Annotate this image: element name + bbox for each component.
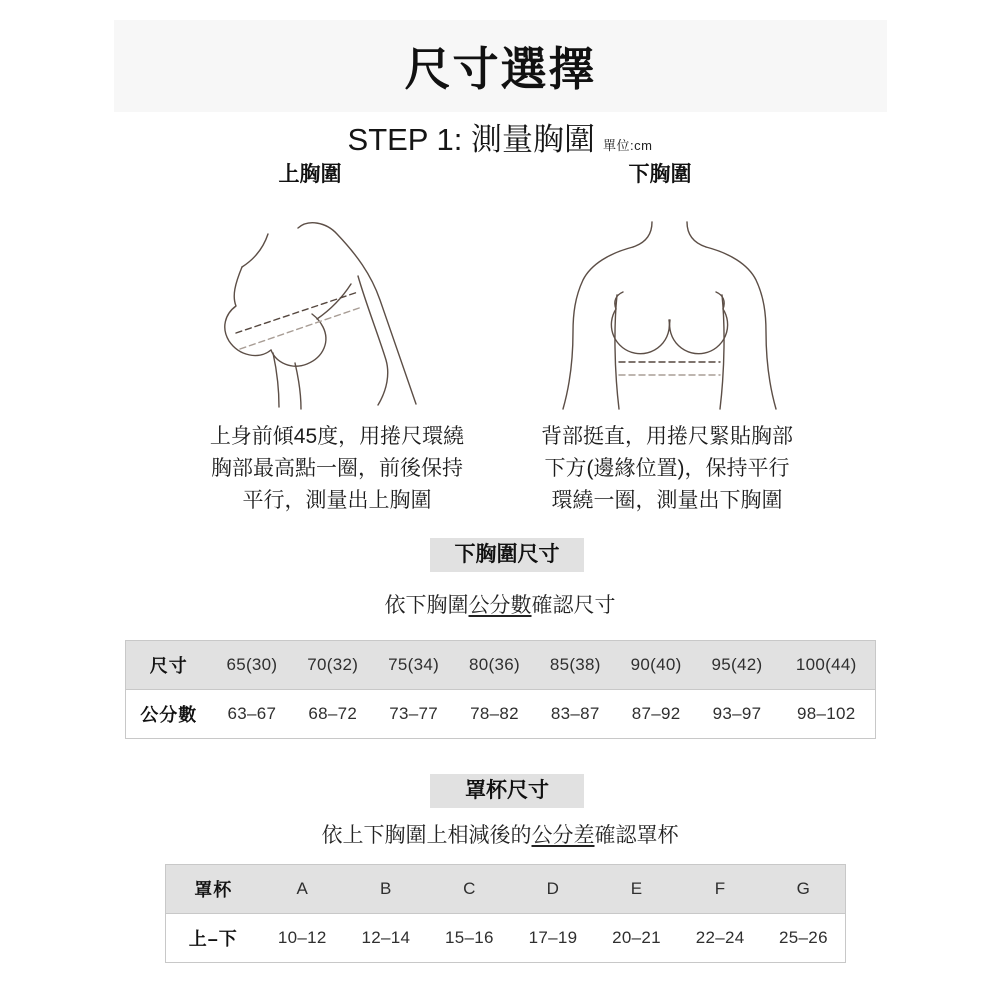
table-header-cell: F xyxy=(678,865,762,914)
table-row xyxy=(126,641,876,690)
table-cell: 公分數 xyxy=(126,690,212,739)
cup-size-badge: 罩杯尺寸 xyxy=(430,774,584,808)
table-header-cell: 75(34) xyxy=(373,641,454,690)
table-header-cell: 65(30) xyxy=(212,641,293,690)
cup-size-caption xyxy=(0,819,1000,849)
table-cell: 上–下 xyxy=(166,914,261,963)
table-header-cell: G xyxy=(762,865,846,914)
upper-bust-diagram xyxy=(190,212,480,412)
step-heading: STEP 1: 測量胸圍 xyxy=(347,122,596,157)
instruction-line: 上身前傾45度，用捲尺環繞 xyxy=(209,425,465,448)
table-row xyxy=(166,865,846,914)
caption-underlined-term: 公分數 xyxy=(468,594,532,617)
table-header-cell: 100(44) xyxy=(778,641,876,690)
upper-bust-instructions xyxy=(167,421,507,517)
table-cell: 93–97 xyxy=(697,690,778,739)
table-header-cell: 85(38) xyxy=(535,641,616,690)
cup-size-table xyxy=(165,864,846,963)
instruction-line: 平行，測量出上胸圍 xyxy=(242,489,432,512)
unit-note: 單位:cm xyxy=(603,138,653,153)
table-header-cell: 70(32) xyxy=(292,641,373,690)
table-header-cell: B xyxy=(344,865,428,914)
table-header-cell: 90(40) xyxy=(616,641,697,690)
table-header-cell: D xyxy=(511,865,595,914)
caption-suffix: 確認罩杯 xyxy=(594,824,679,847)
instruction-line: 背部挺直，用捲尺緊貼胸部 xyxy=(541,425,793,448)
instruction-line: 胸部最高點一圈，前後保持 xyxy=(211,457,463,480)
step-heading-row xyxy=(0,114,1000,159)
instruction-line: 環繞一圈，測量出下胸圍 xyxy=(551,489,783,512)
underbust-size-badge: 下胸圍尺寸 xyxy=(430,538,584,572)
table-header-cell: E xyxy=(595,865,679,914)
page-title: 尺寸選擇 xyxy=(404,43,597,95)
underbust-size-table xyxy=(125,640,876,739)
title-band xyxy=(114,20,887,112)
table-cell: 83–87 xyxy=(535,690,616,739)
table-cell: 73–77 xyxy=(373,690,454,739)
caption-underlined-term: 公分差 xyxy=(531,824,595,847)
under-bust-label: 下胸圍 xyxy=(628,163,692,186)
table-header-cell: 95(42) xyxy=(697,641,778,690)
table-cell: 98–102 xyxy=(778,690,876,739)
table-header-cell: 80(36) xyxy=(454,641,535,690)
caption-prefix: 依上下胸圍上相減後的 xyxy=(321,824,532,847)
table-cell: 20–21 xyxy=(595,914,679,963)
upper-bust-label: 上胸圍 xyxy=(278,163,342,186)
instruction-line: 下方(邊緣位置)，保持平行 xyxy=(544,457,790,480)
table-cell: 63–67 xyxy=(212,690,293,739)
table-cell: 12–14 xyxy=(344,914,428,963)
table-cell: 22–24 xyxy=(678,914,762,963)
caption-prefix: 依下胸圍 xyxy=(384,594,469,617)
table-row xyxy=(166,914,846,963)
under-bust-diagram xyxy=(550,212,840,412)
table-cell: 15–16 xyxy=(428,914,512,963)
table-header-cell: A xyxy=(261,865,345,914)
table-header-cell: C xyxy=(428,865,512,914)
table-row xyxy=(126,690,876,739)
table-header-cell: 罩杯 xyxy=(166,865,261,914)
table-cell: 17–19 xyxy=(511,914,595,963)
table-cell: 78–82 xyxy=(454,690,535,739)
table-cell: 68–72 xyxy=(292,690,373,739)
table-cell: 87–92 xyxy=(616,690,697,739)
table-cell: 25–26 xyxy=(762,914,846,963)
table-cell: 10–12 xyxy=(261,914,345,963)
under-bust-instructions xyxy=(497,421,837,517)
underbust-size-caption xyxy=(0,589,1000,619)
table-header-cell: 尺寸 xyxy=(126,641,212,690)
caption-suffix: 確認尺寸 xyxy=(531,594,616,617)
